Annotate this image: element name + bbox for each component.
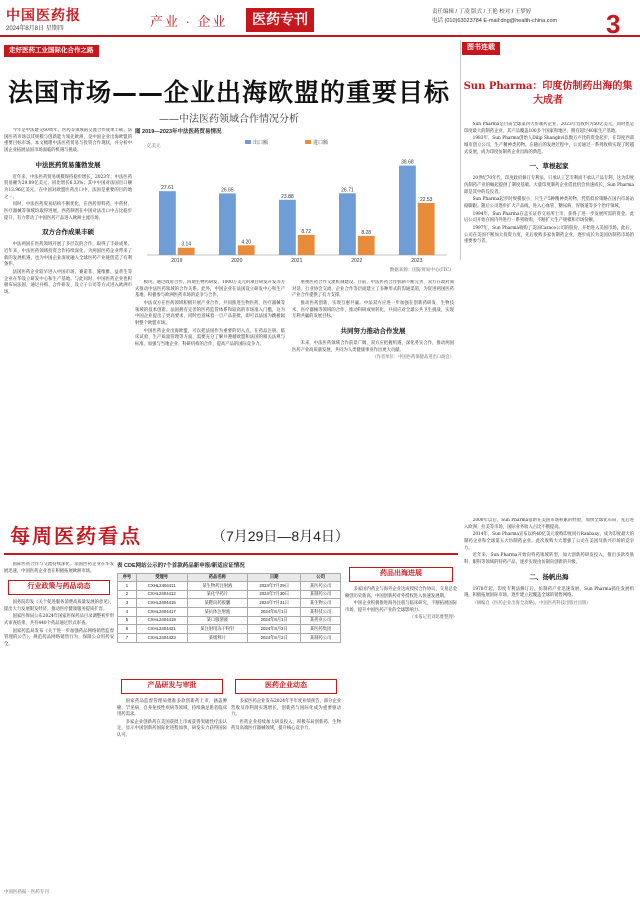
topic-tag: 医药企业动态 bbox=[235, 679, 337, 694]
body-paragraph: 多家医药企业发布2024年半年度业绩预告，部分企业营收及净利润实现增长，创新药与国际化成为重要驱动力。 bbox=[231, 698, 341, 718]
body-paragraph: 中法双方在医药领域积极开展产业合作，共同推进生物医药、医疗器械等领域的技术创新。法国拥有完善的医药监管体系和较高的市场准入门槛，这为中国企业提出了更高要求，同时也意味着一旦产品获批，即可以法国为跳板辐射整个欧盟市场。 bbox=[135, 300, 285, 326]
table-cell: 5 bbox=[118, 616, 137, 625]
table-cell: CXHL2404421 bbox=[136, 625, 187, 634]
issue-date: 2024年8月8日 星期四 bbox=[6, 26, 64, 32]
table-cell: CXHL2404423 bbox=[136, 634, 187, 643]
body-paragraph: 中法两国在医药领域开展了多层次的合作，取得了丰硕成果。近年来，中法医药领域投资合作持续深化，为两国医药企业带来了新的发展机遇，也为中国企业深度融入全球医药产业链创造了有利条件。 bbox=[4, 242, 132, 268]
table-cell: 某化学药片 bbox=[187, 590, 248, 599]
author-note: （本报记者刘思雅整理） bbox=[409, 615, 457, 621]
bar bbox=[279, 199, 296, 254]
table-header-cell: 公司 bbox=[301, 573, 341, 582]
masthead bbox=[0, 0, 640, 37]
table-cell: 2024年8月2日 bbox=[248, 634, 301, 643]
table-header-row bbox=[118, 573, 341, 582]
table-header-cell: 序号 bbox=[118, 573, 137, 582]
legend-label: 出口额 bbox=[253, 139, 269, 146]
bar bbox=[178, 247, 195, 254]
data-label: 22.53 bbox=[419, 196, 433, 203]
table-cell: 某生物公司 bbox=[301, 599, 341, 608]
table-cell: 7 bbox=[118, 634, 137, 643]
body-paragraph: 国家药品监督管理局批准多款创新药上市，涵盖肿瘤、罕见病、自身免疫性疾病等领域，持续满足患者临床用药需求。 bbox=[117, 698, 227, 718]
body-paragraph: 1994年，Sun Pharma在孟买证券交易所上市，获得了进一步发展所需的资金。此后公司开始在国内外进行一系列收购，不断扩大生产规模和市场份额。 bbox=[464, 211, 634, 224]
legend-swatch bbox=[305, 140, 311, 144]
table-body bbox=[118, 582, 341, 643]
section-heading: 共同努力推动合作发展 bbox=[340, 327, 406, 335]
body-paragraph: 中国医药企业出海欧盟，可以把法国作为重要的切入点。在药品注册、临床试验、生产质量管理等方面，需要充分了解并遵循欧盟和法国的相关法规与标准，加强与当地企业、科研机构的合作，提高产品的国际竞争力。 bbox=[135, 328, 285, 347]
editor-line: 责任编辑 / 丁凌 版式 / 王艳 校对 / 王梦婷 bbox=[432, 9, 532, 15]
body-paragraph: 多家企业创新药在美国获批上市或获得突破性疗法认定，显示中国创新药国际化进程加快，研发实力获得国际认可。 bbox=[117, 719, 227, 739]
body-paragraph: 法国医药企业较早进入中国市场，赛诺菲、施维雅、益普生等企业在华设立研发中心和生产基地。与此同时，中国医药企业也积极布局法国，通过并购、合作研发、设立子公司等方式进入欧洲市场。 bbox=[4, 269, 132, 295]
data-label: 23.88 bbox=[281, 193, 294, 200]
body-paragraph: 推动医药创新，实现互惠共赢。中法双方应进一步加强在创新药研发、生物技术、医疗器械等领域的合作，推动科研成果转化，共同应对全球公共卫生挑战，实现互利共赢的发展目标。 bbox=[292, 300, 454, 320]
legend-label: 进口额 bbox=[313, 139, 329, 146]
kicker-label: 走好医药工业国际化合作之路 bbox=[4, 45, 99, 57]
table-cell: 2024年7月30日 bbox=[248, 590, 301, 599]
data-label: 4.20 bbox=[241, 238, 252, 245]
table-cell: 某口服溶液 bbox=[187, 616, 248, 625]
newspaper-logo: 中国医药报 bbox=[6, 8, 81, 24]
bar bbox=[358, 235, 375, 254]
table-cell: CXHL2404417 bbox=[136, 608, 187, 617]
weekly-title: 每周医药看点 bbox=[10, 524, 142, 548]
body-paragraph: 国务院印发《关于促进服务消费高质量发展的意见》，提出大力发展银发经济，推动医疗健康服务提质扩容。 bbox=[4, 600, 114, 612]
page-footer: 中国医药报 · 医药专刊 bbox=[4, 890, 49, 895]
body-paragraph: 多家国内药企与海外企业达成授权合作协议，交易总金额创历史新高，中国创新药对外授权进入快速发展期。 bbox=[345, 586, 457, 599]
body-paragraph: 近年来，中法医药贸易规模保持稳步增长。2023年，中法医药贸易额为29.09亿美元，同比增长6.33%；其中中国对法国出口额为13.96亿美元。在中国对欧盟医药出口中，法国是重要的目的地之一。 bbox=[4, 174, 132, 200]
table-row bbox=[118, 625, 341, 634]
section-box: 医药专刊 bbox=[246, 8, 314, 32]
right-main-column bbox=[292, 280, 454, 512]
chart-source: 数据来源：国际贸易中心(ITC) bbox=[389, 268, 451, 274]
topic-tag: 产品研发与审批 bbox=[121, 679, 223, 694]
table-row bbox=[118, 590, 341, 599]
x-tick-label: 2022 bbox=[351, 257, 363, 264]
subheadline: ——中法医药领域合作情况分析 bbox=[159, 114, 299, 125]
editor-info bbox=[432, 8, 557, 26]
bar bbox=[399, 165, 416, 254]
table-row bbox=[118, 582, 341, 591]
table-cell: 某科技公司 bbox=[301, 608, 341, 617]
bar bbox=[418, 202, 435, 254]
weekly-col-1 bbox=[4, 562, 114, 887]
bar bbox=[219, 193, 236, 255]
table-cell: 某注射用冻干粉针 bbox=[187, 625, 248, 634]
table-cell: 4 bbox=[118, 608, 137, 617]
section-label: 产业 · 企业 bbox=[150, 14, 228, 29]
table-row bbox=[118, 608, 341, 617]
table-cell: CXHL2404411 bbox=[136, 582, 187, 591]
data-label: 27.61 bbox=[161, 184, 174, 191]
data-label: 26.71 bbox=[341, 186, 354, 193]
table-header-cell: 受理号 bbox=[136, 573, 187, 582]
body-paragraph: 中国企业积极推进海外注册与临床研究，不断拓展国际市场，提升中国医药产业的全球影响力。 bbox=[345, 601, 457, 613]
body-paragraph: 未来，中法医药领域合作前景广阔，双方应把握机遇，深化务实合作，推动两国医药产业高质量发展，共同为人类健康事业作出更大贡献。 bbox=[292, 341, 454, 353]
table-row bbox=[118, 634, 341, 643]
cde-table-block bbox=[117, 562, 341, 672]
body-paragraph: Sun Pharma起步时规模很小，只生产5种精神类药物，凭借低价策略在国内市场站稳脚跟。随后公司逐步扩大产品线，进入心血管、糖尿病、胃肠道等多个治疗领域。 bbox=[464, 197, 634, 209]
body-paragraph: Sun Pharma是目前全球第四大仿制药企业，2023年营收约为50亿美元，同时也是印度最大的制药企业，其产品覆盖100多个国家和地区，拥有超过40家生产基地。 bbox=[464, 122, 634, 134]
page-number: 3 bbox=[606, 9, 621, 39]
table-cell: 2024年7月31日 bbox=[248, 599, 301, 608]
body-paragraph: 同时，中法医药贸易结构不断优化，在西药原料药、中药材、医疗器械等领域均取得进展。西药制剂在中国对法出口中占比稳步提升，有力带动了中国医药产品进入欧洲主流市场。 bbox=[4, 202, 132, 221]
serial-tag: 图书连载 bbox=[462, 42, 500, 55]
table-cell: CXHL2404412 bbox=[136, 590, 187, 599]
serial-column-continued bbox=[464, 518, 634, 888]
table-cell: 6 bbox=[118, 625, 137, 634]
data-label: 26.65 bbox=[221, 186, 234, 193]
body-paragraph: 2014年，Sun Pharma宣布以约40亿美元收购印度同行Ranbaxy，成为印度最大的制药企业和全球第五大仿制药企业。此次收购大大增强了公司在美国及新兴市场的竞争力。 bbox=[464, 532, 634, 551]
x-tick-label: 2021 bbox=[291, 257, 303, 264]
bar bbox=[339, 193, 356, 255]
bar bbox=[298, 234, 315, 254]
body-paragraph: 近年来，Sun Pharma开始向特药领域转型，加大创新药研发投入，推出多款皮肤科、眼科等领域的特药产品，逐步实现由仿制向创新的升级。 bbox=[464, 553, 634, 565]
lead-column bbox=[4, 128, 132, 513]
table-cell: 某靶向药胶囊 bbox=[187, 599, 248, 608]
body-paragraph: 医药企业持续加大研发投入，积极布局创新药、生物药及高端医疗器械领域，提升核心竞争力。 bbox=[231, 719, 341, 732]
body-paragraph: 国家医保局公布2024年国家医保药品目录调整初步形式审查结果，共有440个药品通过形式审查。 bbox=[4, 614, 114, 627]
section-heading: 一、草根起家 bbox=[529, 163, 569, 171]
section-heading: 中法医药贸易蓬勃发展 bbox=[35, 161, 101, 169]
lead-paragraph: 今年是中法建交60周年。医药等领域的交流合作成果丰硕。法国医药市场以其规模与创新能力领先欧洲，是中国企业出海欧盟的重要目标市场。本文梳理中法医药贸易与投资合作现状，并分析中国企业拓展法国市场面临的机遇与挑战。 bbox=[4, 128, 132, 153]
table-row bbox=[118, 599, 341, 608]
data-label: 8.72 bbox=[301, 228, 312, 235]
table-row bbox=[118, 616, 341, 625]
chart-title: 图 2019—2023年中法医药贸易情况 bbox=[135, 129, 222, 135]
table-cell: 2024年8月1日 bbox=[248, 608, 301, 617]
column-divider bbox=[460, 40, 461, 260]
cde-table bbox=[117, 573, 341, 643]
table-cell: 某缓释片 bbox=[187, 634, 248, 643]
table-cell: 2024年7月29日 bbox=[248, 582, 301, 591]
body-paragraph: 1997年，Sun Pharma收购了美国Caraco公司的股份，开始进入美国市场。此后，公司在美国不断加大投资力度，先后收购多家仿制药企业，逐步成长为美国仿制药市场的重要参与者。 bbox=[464, 225, 634, 245]
trade-chart bbox=[135, 128, 453, 275]
kicker bbox=[4, 45, 204, 57]
mid-column bbox=[135, 280, 285, 512]
table-header-cell: 日期 bbox=[248, 573, 301, 582]
table-cell: 2024年8月1日 bbox=[248, 616, 301, 625]
contact-line: 电话 (010)63023784 E-mail:dng@health-china.com bbox=[432, 17, 558, 24]
author-note: （作者单位：中国医药保健品进出口商会） bbox=[372, 355, 454, 361]
weekly-date: （7月29日—8月4日） bbox=[212, 528, 349, 544]
table-cell: 某药业公司 bbox=[301, 616, 341, 625]
banner-rule bbox=[4, 553, 458, 555]
body-paragraph: 2000年以后，Sun Pharma借助在美国市场积累的经验，加快全球化布局，先后进入欧洲、拉美等市场，国际业务收入占比不断提高。 bbox=[464, 518, 634, 530]
body-paragraph: 1983年，Sun Pharma创始人Dilip Shanghvi以数万卢比的资金起步，在印度西部城市创立公司，生产精神类药物。在随后的发展过程中，公司通过一系列收购实现了跨越式发展，成为印度仿制药企业出海的典范。 bbox=[464, 136, 634, 155]
section-heading: 双方合作成果丰硕 bbox=[42, 229, 94, 237]
body-paragraph: 20世纪70年代，印度政府修订专利法，只承认工艺专利而不承认产品专利，这为印度仿制药产业的崛起提供了制度基础。大量印度制药企业借此机会快速成长，Sun Pharma即是其中的佼佼者。 bbox=[464, 176, 634, 195]
legend-swatch bbox=[245, 140, 251, 144]
weekly-highlights-banner bbox=[4, 517, 458, 557]
data-label: 38.68 bbox=[401, 159, 414, 166]
section-heading: 二、扬帆出海 bbox=[529, 573, 569, 581]
table-cell: CXHL2404415 bbox=[136, 599, 187, 608]
table-title: 表 CDE网站公示的7个首款药品新申报/新适应证情况 bbox=[117, 563, 245, 569]
weekly-col-3 bbox=[231, 674, 341, 887]
headline: 法国市场——企业出海欧盟的重要目标 bbox=[7, 78, 450, 107]
body-paragraph: 国家药监局发布《关于进一步加强药品网络销售监督管理的公告》，规范药品网络销售行为，保障公众用药安全。 bbox=[4, 628, 114, 648]
serial-column bbox=[464, 122, 634, 514]
table-cell: 2 bbox=[118, 590, 137, 599]
data-label: 8.28 bbox=[361, 229, 372, 236]
table-cell: 某医药集团 bbox=[301, 625, 341, 634]
body-paragraph: 模块，通过政府合作、四期生物药研发、1000万美元的项目研发开发等方式推动中法医药领域的合作关系。此外，中国企业在法国设立研发中心和生产基地，积极参与欧洲医药市场的竞争与合作。 bbox=[135, 280, 285, 299]
table-cell: 3 bbox=[118, 599, 137, 608]
x-tick-label: 2019 bbox=[171, 257, 183, 264]
serial-title: Sun Pharma：印度仿制药出海的集大成者 bbox=[463, 81, 633, 106]
table-cell: 某医药公司 bbox=[301, 582, 341, 591]
topic-tag: 药品出海进展 bbox=[349, 567, 453, 582]
topic-tag: 行业政策与药品动态 bbox=[8, 580, 110, 595]
weekly-col-2 bbox=[117, 674, 227, 887]
body-paragraph: 1978年起，印度专利法修订后，仿制药产业迅速发展，Sun Pharma抓住发展机遇，积极拓展国际市场，逐步建立起覆盖全球的销售网络。 bbox=[464, 586, 634, 599]
x-tick-label: 2020 bbox=[231, 257, 243, 264]
chart-svg bbox=[135, 137, 453, 271]
bar bbox=[238, 245, 255, 255]
data-label: 3.14 bbox=[181, 241, 192, 248]
body-paragraph: 国际医药合作与交流持续深化。法国医药企业在华发展迅速，中国医药企业也在积极拓展欧洲市场。 bbox=[4, 562, 114, 574]
bar bbox=[159, 191, 176, 255]
table-cell: 某生物药注射液 bbox=[187, 582, 248, 591]
table-cell: 某制药公司 bbox=[301, 634, 341, 643]
table-cell: 2024年8月2日 bbox=[248, 625, 301, 634]
x-tick-label: 2023 bbox=[411, 257, 423, 264]
table-cell: 某制药公司 bbox=[301, 590, 341, 599]
source-note: （摘编自《医药企业出海全攻略》，中国医药科技出版社出版） bbox=[472, 600, 591, 606]
unit-label: 亿美元 bbox=[147, 142, 161, 148]
weekly-col-4 bbox=[345, 562, 457, 887]
table-cell: 1 bbox=[118, 582, 137, 591]
table-cell: CXHL2404419 bbox=[136, 616, 187, 625]
table-cell: 某抗体注射液 bbox=[187, 608, 248, 617]
table-header-cell: 药品名称 bbox=[187, 573, 248, 582]
body-paragraph: 重视医药合作交流机制建设。目前，中法医药合作机制不断完善，双方在政府间对话、行业协会交流、企业合作等层面建立了多种形式的沟通渠道，为促进两国医药产业合作提供了有力支撑。 bbox=[292, 280, 454, 299]
